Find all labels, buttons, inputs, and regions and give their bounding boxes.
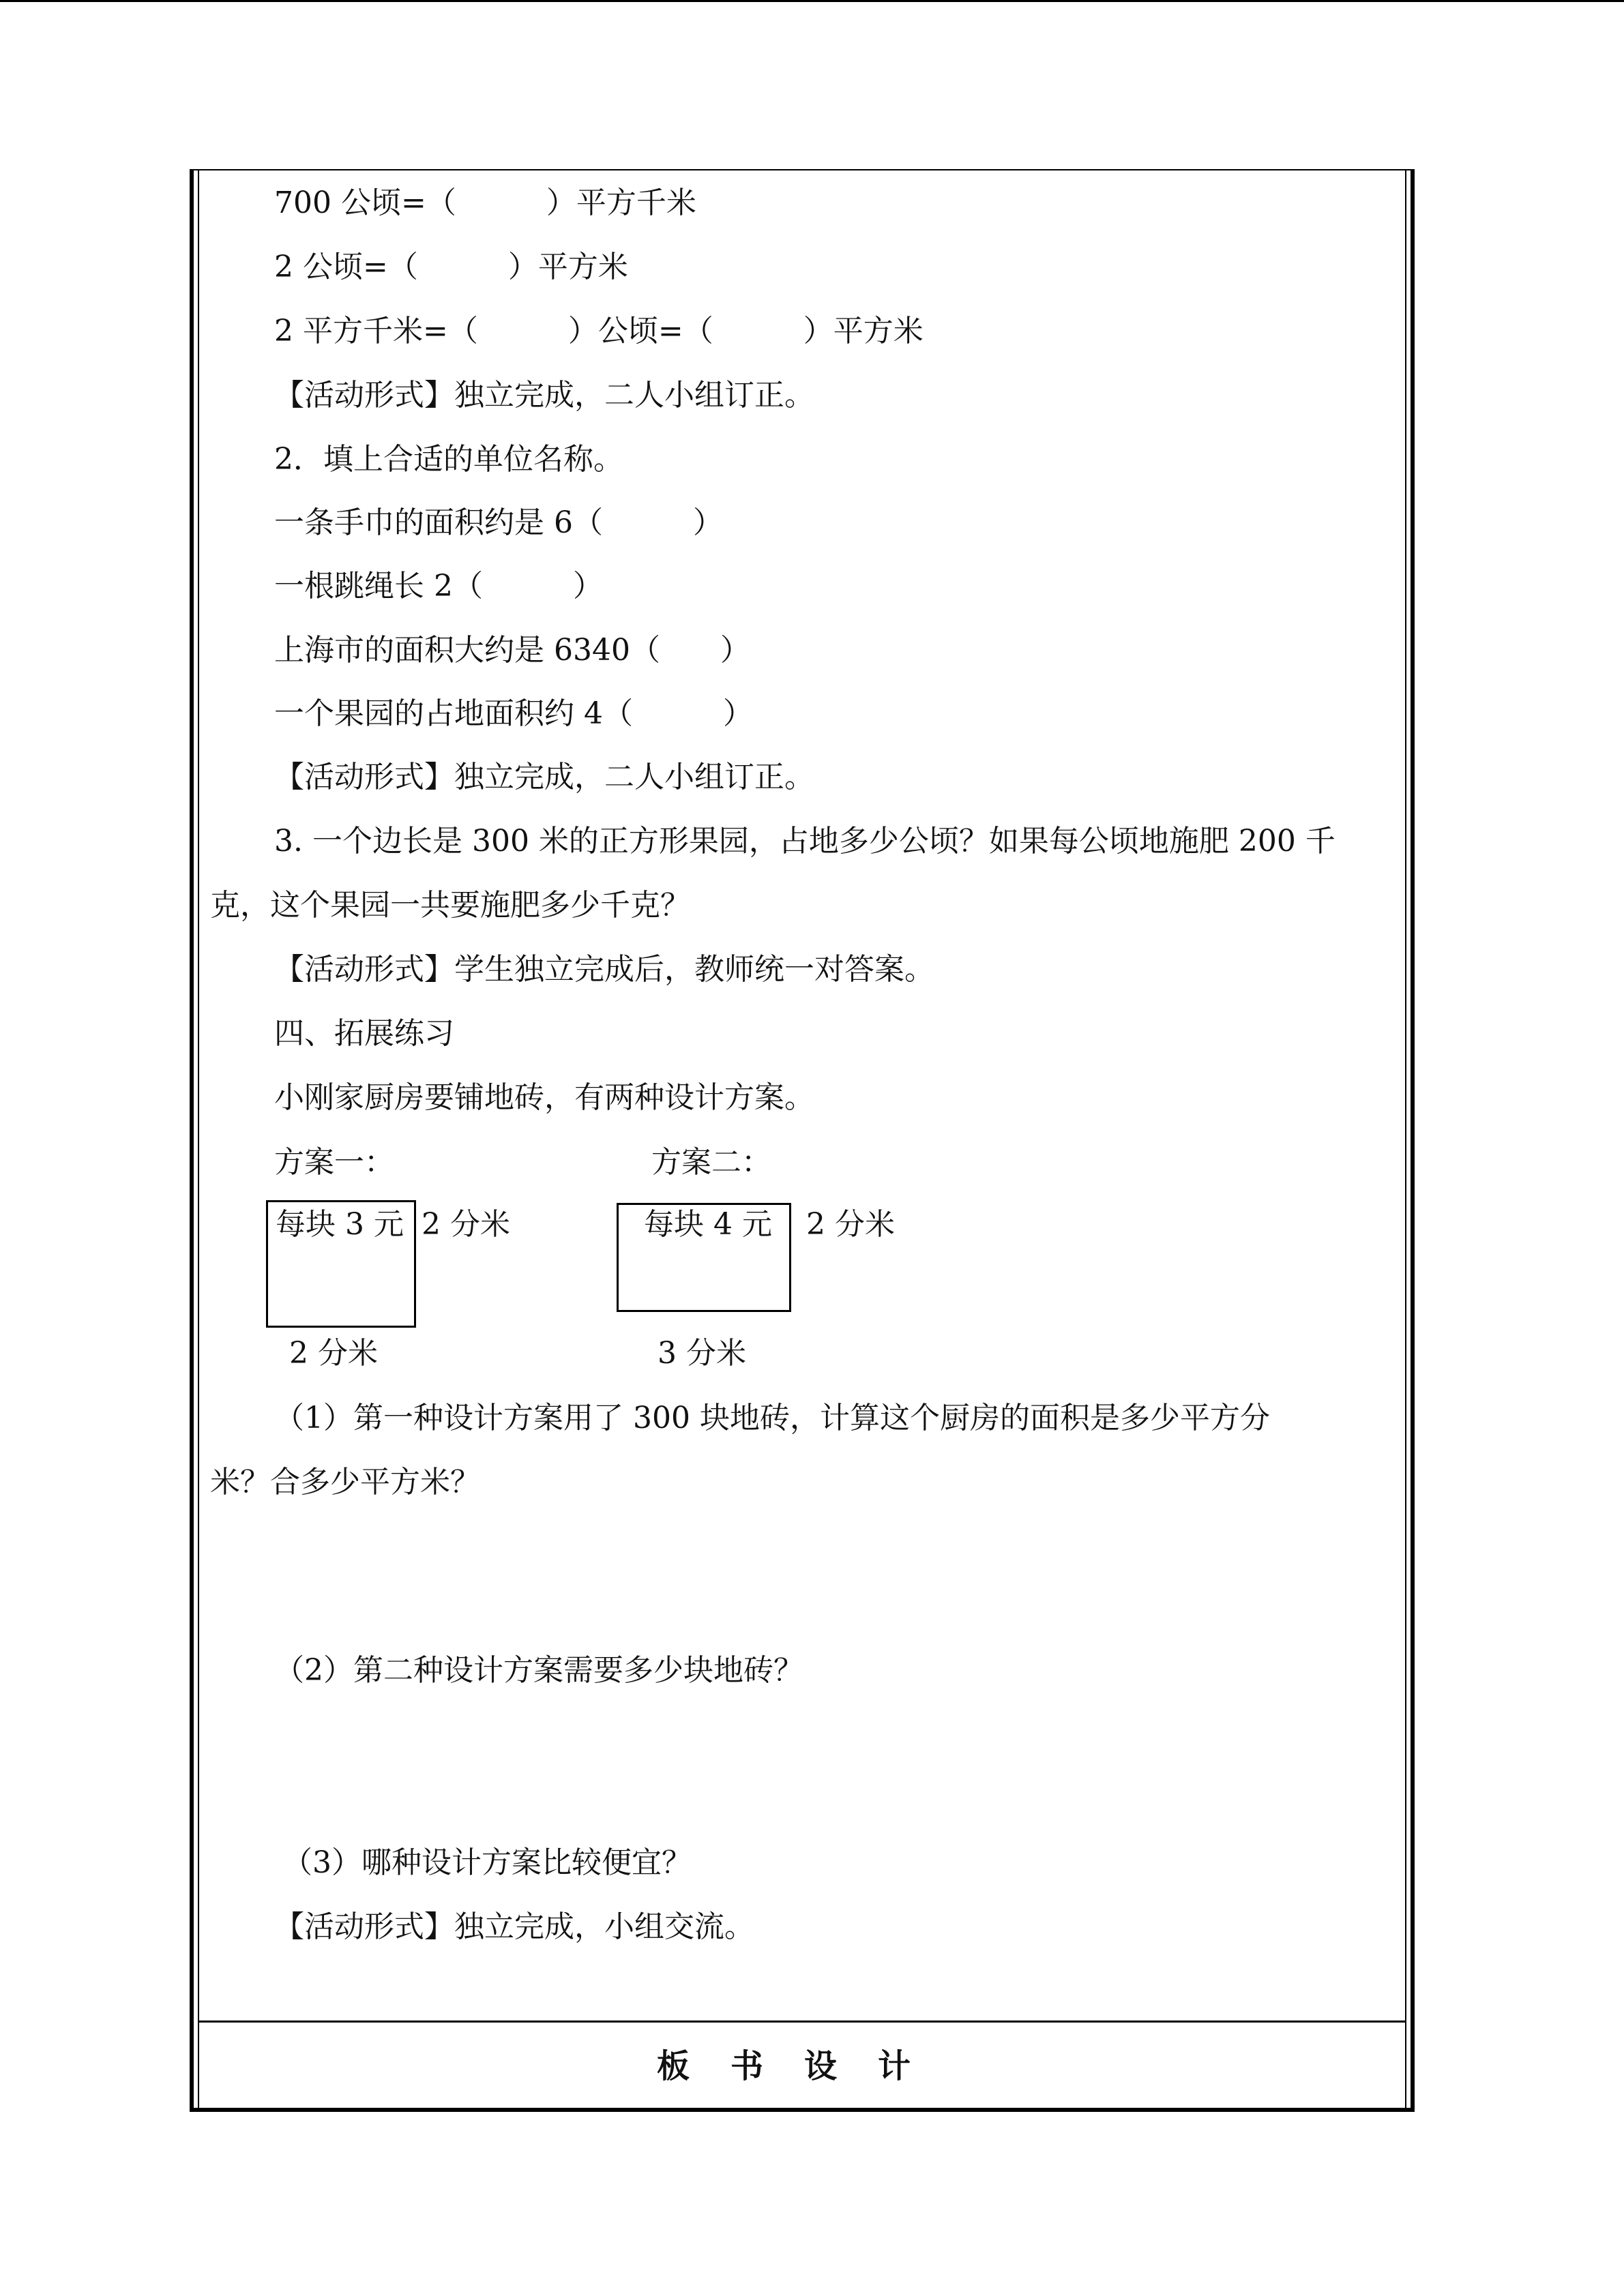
board-design-heading: 板书设计 xyxy=(656,2047,951,2085)
plan-2-side-length: 2 分米 xyxy=(806,1207,895,1242)
question-3-line-1: 3. 一个边长是 300 米的正方形果园，占地多少公顷？如果每公顷地施肥 200 千 xyxy=(274,824,1335,859)
question-2-item-2: 一根跳绳长 2（ ） xyxy=(274,569,603,603)
activity-note-1: 【活动形式】独立完成，二人小组订正。 xyxy=(274,378,814,413)
conversion-line-3: 2 平方千米=（ ）公顷=（ ）平方米 xyxy=(274,314,924,348)
plan-2-bottom-length: 3 分米 xyxy=(658,1336,746,1371)
question-2-item-3: 上海市的面积大约是 6340（ ） xyxy=(274,633,750,668)
plan-1-bottom-length: 2 分米 xyxy=(289,1336,378,1371)
sub-question-3: （3）哪种设计方案比较便宜？ xyxy=(282,1845,692,1880)
conversion-line-2: 2 公顷=（ ）平方米 xyxy=(274,250,628,284)
conversion-line-1: 700 公顷=（ ）平方千米 xyxy=(274,185,696,220)
question-2-title: 2．填上合适的单位名称。 xyxy=(274,442,623,477)
page-top-rule xyxy=(0,0,1624,2)
sub-question-2: （2）第二种设计方案需要多少块地砖？ xyxy=(274,1653,803,1688)
section-4-intro: 小刚家厨房要铺地砖，有两种设计方案。 xyxy=(274,1080,814,1115)
section-4-heading: 四、拓展练习 xyxy=(274,1016,454,1051)
sub-question-1-line-1: （1）第一种设计方案用了 300 块地砖，计算这个厨房的面积是多少平方分 xyxy=(274,1401,1270,1435)
plan-1-label: 方案一： xyxy=(274,1145,394,1180)
plan-2-price: 每块 4 元 xyxy=(644,1207,772,1242)
sub-question-1-line-2: 米？合多少平方米？ xyxy=(210,1465,480,1500)
table-row-divider xyxy=(198,2021,1406,2023)
question-2-item-4: 一个果园的占地面积约 4（ ） xyxy=(274,696,753,731)
activity-note-2: 【活动形式】独立完成，二人小组订正。 xyxy=(274,760,814,794)
table-frame-bottom xyxy=(190,2108,1415,2112)
plan-1-side-length: 2 分米 xyxy=(422,1207,510,1242)
question-3-line-2: 克，这个果园一共要施肥多少千克？ xyxy=(210,888,690,923)
activity-note-4: 【活动形式】独立完成，小组交流。 xyxy=(274,1909,754,1944)
plan-1-price: 每块 3 元 xyxy=(276,1207,404,1242)
activity-note-3: 【活动形式】学生独立完成后，教师统一对答案。 xyxy=(274,952,934,987)
plan-2-label: 方案二： xyxy=(651,1145,771,1180)
question-2-item-1: 一条手巾的面积约是 6（ ） xyxy=(274,505,723,540)
